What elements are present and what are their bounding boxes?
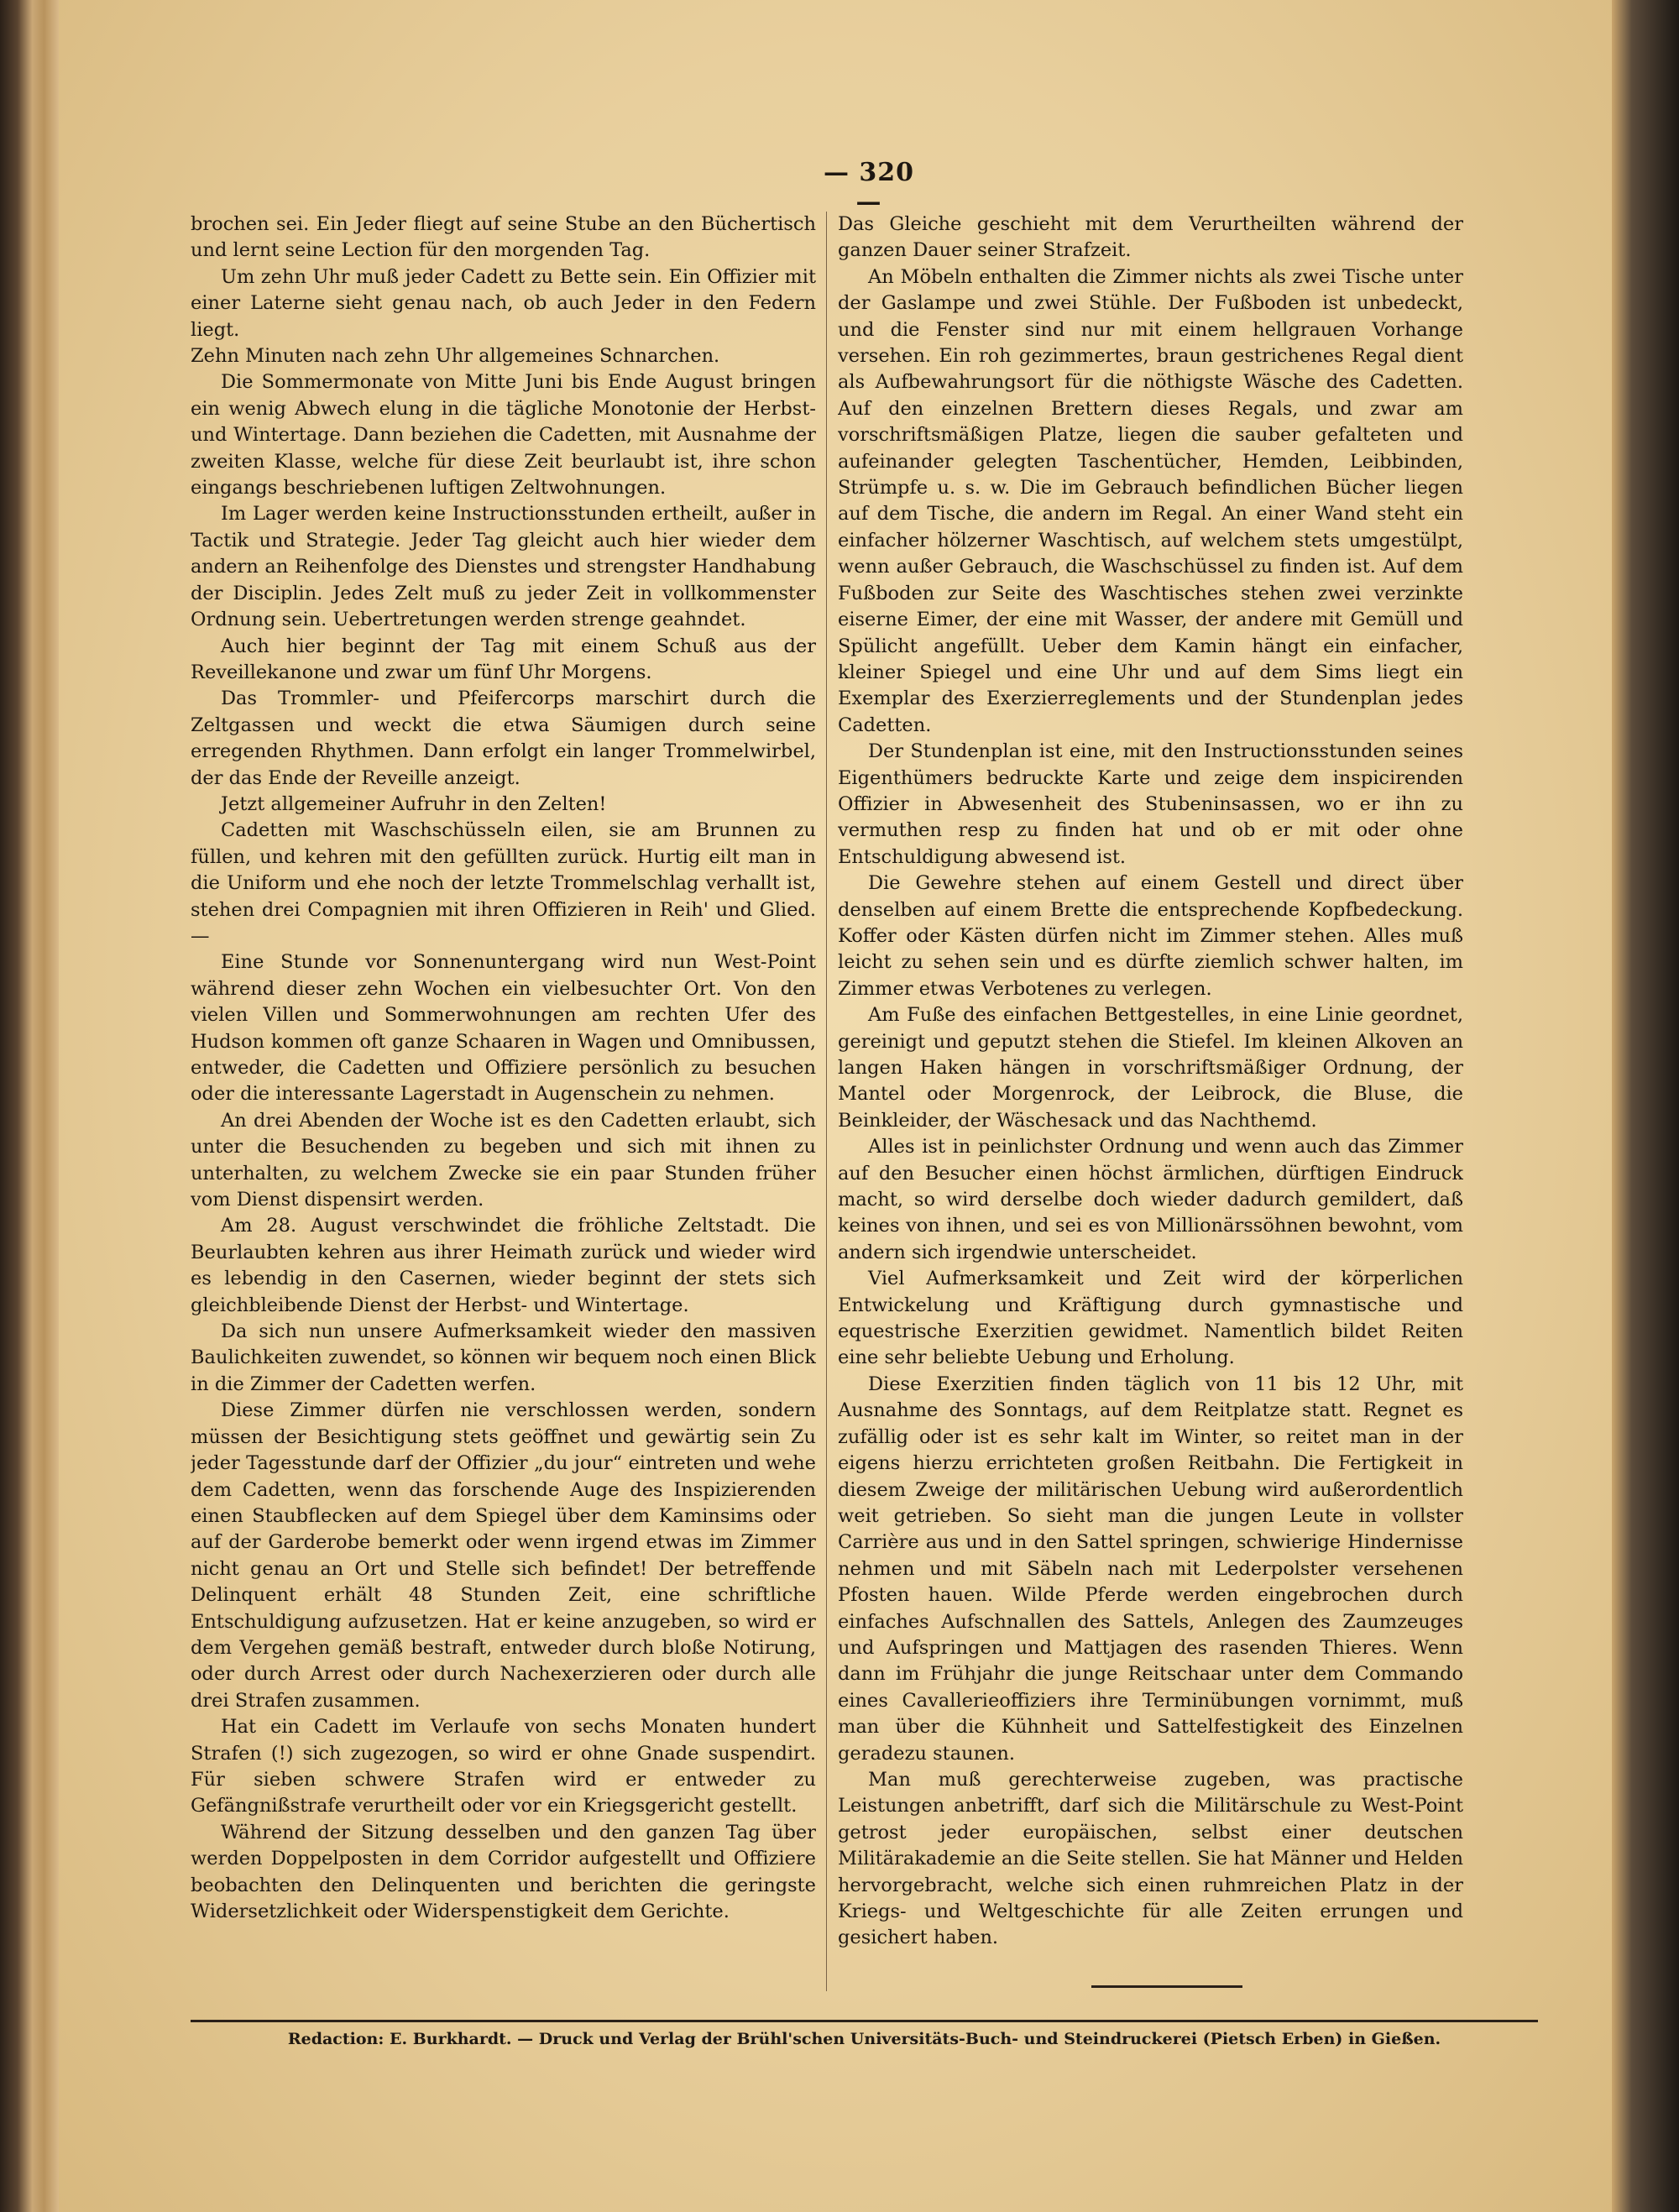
- paragraph: An drei Abenden der Woche ist es den Cadetten erlaubt, sich unter die Besuchenden zu begeben und sich mit ihnen zu unterhalten, zu welchem Zwecke sie ein paar Stunden früher vom Dienst dispensirt werden.: [191, 1109, 816, 1211]
- paragraph: Diese Exerzitien finden täglich von 11 bis 12 Uhr, mit Ausnahme des Sonntags, auf dem Reitplatze statt. Regnet es zufällig oder ist es sehr kalt im Winter, so reitet man in der eigens hierzu errichteten großen Reitbahn. Die Fertigkeit in diesem Zweige der militärischen Uebung wird außerordentlich weit getrieben. So sieht man die jungen Leute in vollster Carrière aus und in den Sattel springen, schwierige Hindernisse nehmen und mit Säbeln nach mit Lederpolster versehenen Pfosten hauen. Wilde Pferde werden eingebrochen durch einfaches Aufschnallen des Sattels, Anlegen des Zaumzeuges und Aufspringen und Mattjagen des rasenden Thieres. Wenn dann im Frühjahr die junge Reitschaar unter dem Commando eines Cavallerieoffiziers ihre Terminübungen vornimmt, muß man über die Kühnheit und Sattelfestigkeit des Einzelnen geradezu staunen.: [838, 1373, 1463, 1765]
- page-number: — 320 —: [823, 158, 915, 217]
- book-edge-left: [0, 0, 59, 2212]
- paragraph: Am Fuße des einfachen Bettgestelles, in eine Linie geordnet, gereinigt und geputzt stehen die Stiefel. Im kleinen Alkoven an langen Haken hängen in vorschriftsmäßiger Ordnung, der Mantel oder Morgenrock, der Leibrock, die Bluse, die Beinkleider, der Wäschesack und das Nachthemd.: [838, 1004, 1463, 1132]
- paragraph: Eine Stunde vor Sonnenuntergang wird nun West-Point während dieser zehn Wochen ein vielbesuchter Ort. Von den vielen Villen und Sommerwohnungen am rechten Ufer des Hudson kommen oft ganze Schaaren in Wagen und Omnibussen, entweder, die Cadetten und Offiziere persönlich zu besuchen oder die interessante Lagerstadt in Augenschein zu nehmen.: [191, 951, 816, 1106]
- paragraph: Jetzt allgemeiner Aufruhr in den Zelten!: [221, 792, 607, 815]
- paragraph: Während der Sitzung desselben und den ganzen Tag über werden Doppelposten in dem Corridor aufgestellt und Offiziere beobachten den Delinquenten und berichten die geringste Widersetzlichkeit oder Widerspenstigkeit dem Gerichte.: [191, 1821, 816, 1922]
- paragraph: Cadetten mit Waschschüsseln eilen, sie am Brunnen zu füllen, und kehren mit den gefüllten zurück. Hurtig eilt man in die Uniform und ehe noch der letzte Trommelschlag verhallt ist, stehen drei Compagnien mit ihren Offizieren in Reih' und Glied. —: [191, 819, 816, 947]
- paragraph: An Möbeln enthalten die Zimmer nichts als zwei Tische unter der Gaslampe und zwei Stühle. Der Fußboden ist unbedeckt, und die Fenster sind nur mit einem hellgrauen Vorhange versehen. Ein roh gezimmertes, braun gestrichenes Regal dient als Aufbewahrungsort für die nöthigste Wäsche des Cadetten. Auf den einzelnen Brettern dieses Regals, und zwar am vorschriftsmäßigen Platze, liegen die sauber gefalteten und aufeinander gelegten Taschentücher, Hemden, Leibbinden, Strümpfe u. s. w. Die im Gebrauch befindlichen Bücher liegen auf dem Tische, die andern im Regal. An einer Wand steht ein einfacher hölzerner Waschtisch, auf welchem stets umgestülpt, wenn außer Gebrauch, die Waschschüssel zu finden ist. Auf dem Fußboden zur Seite des Waschtisches stehen zwei verzinkte eiserne Eimer, der eine mit Wasser, der andere mit Gemüll und Spülicht angefüllt. Ueber dem Kamin hängt ein einfacher, kleiner Spiegel und eine Uhr und auf dem Sims liegt ein Exemplar des Exerzierreglements und der Stundenplan jedes Cadetten.: [838, 265, 1463, 736]
- footer-rule: [191, 2020, 1538, 2022]
- paragraph: Alles ist in peinlichster Ordnung und wenn auch das Zimmer auf den Besucher einen höchst ärmlichen, dürftigen Eindruck macht, so wird derselbe doch wieder dadurch gemildert, daß keines von ihnen, und sei es von Millionärssöhnen bewohnt, vom andern sich irgendwie unterscheidet.: [838, 1136, 1463, 1263]
- paragraph: Zehn Minuten nach zehn Uhr allgemeines Schnarchen.: [191, 345, 720, 368]
- paragraph: Die Gewehre stehen auf einem Gestell und direct über denselben auf einem Brette die entsprechende Kopfbedeckung. Koffer oder Kästen dürfen nicht im Zimmer stehen. Alles muß leicht zu sehen sein und es dürfte ziemlich schwer halten, im Zimmer etwas Verbotenes zu verlegen.: [838, 872, 1463, 1000]
- column-divider: [826, 212, 827, 1991]
- paragraph: Man muß gerechterweise zugeben, was practische Leistungen anbetrifft, darf sich die Militärschule zu West-Point getrost jeder europäischen, selbst einer deutschen Militärakademie an die Seite stellen. Sie hat Männer und Helden hervorgebracht, welche sich einen ruhmreichen Platz in der Kriegs- und Weltgeschichte für alle Zeiten errungen und gesichert haben.: [838, 1768, 1463, 1949]
- closing-rule: [1091, 1985, 1242, 1988]
- paragraph: Um zehn Uhr muß jeder Cadett zu Bette sein. Ein Offizier mit einer Laterne sieht genau nach, ob auch Jeder in den Federn liegt.: [191, 265, 816, 341]
- paragraph: Viel Aufmerksamkeit und Zeit wird der körperlichen Entwickelung und Kräftigung durch gymnastische und equestrische Exerzitien gewidmet. Namentlich bildet Reiten eine sehr beliebte Uebung und Erholung.: [838, 1268, 1463, 1369]
- paragraph: Da sich nun unsere Aufmerksamkeit wieder den massiven Baulichkeiten zuwendet, so können wir bequem noch einen Blick in die Zimmer der Cadetten werfen.: [191, 1320, 816, 1395]
- paragraph: brochen sei. Ein Jeder fliegt auf seine Stube an den Büchertisch und lernt seine Lection für den morgenden Tag.: [191, 213, 816, 262]
- paragraph: Hat ein Cadett im Verlaufe von sechs Monaten hundert Strafen (!) sich zugezogen, so wird er ohne Gnade suspendirt. Für sieben schwere Strafen wird er entweder zu Gefängnißstrafe verurtheilt oder vor ein Kriegsgericht gestellt.: [191, 1716, 816, 1817]
- paragraph: Die Sommermonate von Mitte Juni bis Ende August bringen ein wenig Abwech elung in die tägliche Monotonie der Herbst- und Wintertage. Dann beziehen die Cadetten, mit Ausnahme der zweiten Klasse, welche für diese Zeit beurlaubt ist, ihre schon eingangs beschriebenen luftigen Zeltwohnungen.: [191, 371, 816, 499]
- paragraph: Im Lager werden keine Instructionsstunden ertheilt, außer in Tactik und Strategie. Jeder Tag gleicht auch hier wieder dem andern an Reihenfolge des Dienstes und strengster Handhabung der Disciplin. Jedes Zelt muß zu jeder Zeit in vollkommenster Ordnung sein. Uebertretungen werden strenge geahndet.: [191, 503, 816, 631]
- book-edge-right: [1612, 0, 1679, 2212]
- paragraph: Am 28. August verschwindet die fröhliche Zeltstadt. Die Beurlaubten kehren aus ihrer Heimath zurück und wieder wird es lebendig in den Casernen, wieder beginnt der stets sich gleichbleibende Dienst der Herbst- und Wintertage.: [191, 1215, 816, 1316]
- left-column: [191, 212, 816, 1991]
- imprint-footer: Redaction: E. Burkhardt. — Druck und Verlag der Brühl'schen Universitäts-Buch- und Steindruckerei (Pietsch Erben) in Gießen.: [287, 2030, 1441, 2048]
- paragraph: Das Gleiche geschieht mit dem Verurtheilten während der ganzen Dauer seiner Strafzeit.: [838, 213, 1463, 262]
- paragraph: Der Stundenplan ist eine, mit den Instructionsstunden seines Eigenthümers bedruckte Karte und zeige dem inspicirenden Offizier in Abwesenheit des Stubeninsassen, wo er ihn zu vermuthen resp zu finden hat und ob er mit oder ohne Entschuldigung abwesend ist.: [838, 740, 1463, 868]
- right-column: [838, 212, 1463, 1991]
- paragraph: Diese Zimmer dürfen nie verschlossen werden, sondern müssen der Besichtigung stets geöffnet und gewärtig sein Zu jeder Tagesstunde darf der Offizier „du jour“ eintreten und wehe dem Cadetten, wenn das forschende Auge des Inspizierenden einen Staubflecken auf dem Spiegel über dem Kaminsims oder auf der Garderobe bemerkt oder wenn irgend etwas im Zimmer nicht genau an Ort und Stelle sich befindet! Der betreffende Delinquent erhält 48 Stunden Zeit, eine schriftliche Entschuldigung aufzusetzen. Hat er keine anzugeben, so wird er dem Vergehen gemäß bestraft, entweder durch bloße Notirung, oder durch Arrest oder durch Nachexerzieren oder durch alle drei Strafen zusammen.: [191, 1399, 816, 1712]
- paragraph: Das Trommler- und Pfeifercorps marschirt durch die Zeltgassen und weckt die etwa Säumigen durch seine erregenden Rhythmen. Dann erfolgt ein langer Trommelwirbel, der das Ende der Reveille anzeigt.: [191, 688, 816, 789]
- book-page: [59, 0, 1612, 2212]
- paragraph: Auch hier beginnt der Tag mit einem Schuß aus der Reveillekanone und zwar um fünf Uhr Morgens.: [191, 635, 816, 683]
